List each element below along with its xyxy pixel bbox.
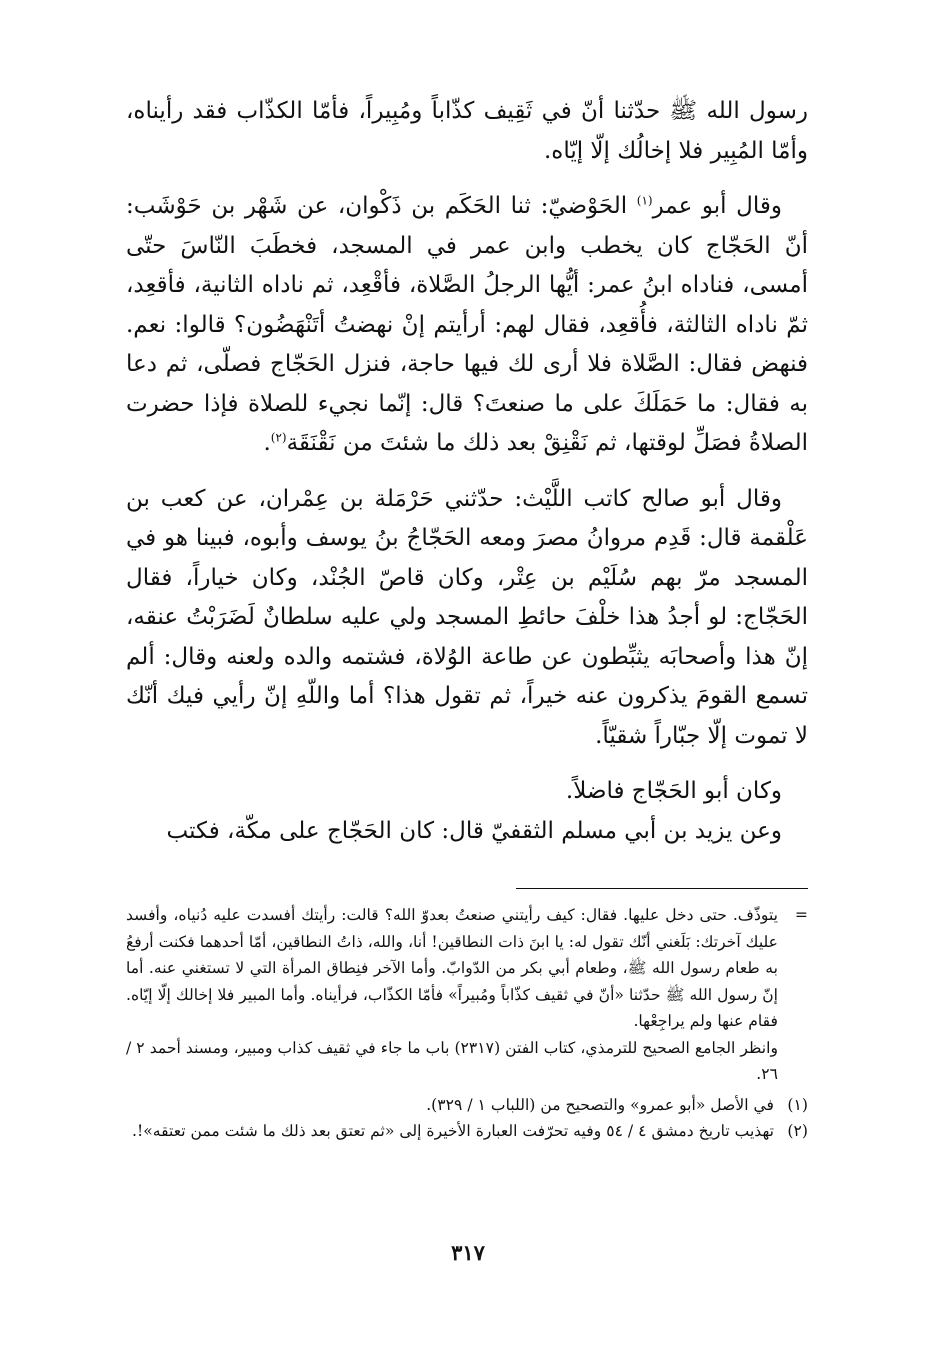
paragraph-5: وعن يزيد بن أبي مسلم الثقفيّ قال: كان الحَجّاج على مكّة، فكتب xyxy=(166,817,782,844)
footnote-1-text: في الأصل «أبو عمرو» والتصحيح من (اللباب ١ / ٣٢٩). xyxy=(426,1095,774,1114)
paragraph-2 xyxy=(126,187,808,464)
paragraph-2-end: . xyxy=(263,430,271,456)
footnote-continuation xyxy=(126,902,808,1035)
continuation-text: يتوذّف. حتى دخل عليها. فقال: كيف رأيتني صنعتُ بعدوّ الله؟ قالت: رأيتك أفسدت عليه دُنياه، وأفسد عليك آخرتك: بَلَغني أنّك تقول له: يا ابنَ ذات النطاقين! أنا، والله، ذاتُ النطاقين، أمّا أحدهما فكنت أرفعُ به طعام رسول الله ﷺ، وطعام أبي بكر من الدّوابّ. وأما الآخر فنِطاق المرأة التي لا تستغني عنه. أما إنّ رسول الله ﷺ حدّثنا «أنّ في ثقيف كذّاباً ومُبيراً» فأمّا الكذّاب، فرأيناه. وأما المبير فلا إخالك إلّا إيّاه. فقام عنها ولم يراجِعْها. xyxy=(126,906,778,1030)
footnote-1-number: (١) xyxy=(787,1095,808,1114)
main-text xyxy=(126,92,808,851)
footnote-ref-1: (١) xyxy=(636,193,653,208)
footnote-divider xyxy=(516,888,808,889)
page-number: ٣١٧ xyxy=(451,1240,485,1265)
footnote-2-text: تهذيب تاريخ دمشق ٤ / ٥٤ وفيه تحرّفت العبارة الأخيرة إلى «ثم تعتق بعد ذلك ما شئت ممن تعتقه»!. xyxy=(132,1122,774,1140)
footnote-2 xyxy=(126,1118,808,1145)
paragraph-2-body: الحَوْضيّ: ثنا الحَكَم بن ذَكْوان، عن شَهْر بن حَوْشَب: أنّ الحَجّاج كان يخطب وابن عمر في المسجد، فخطَبَ النّاسَ حتّى أمسى، فناداه ابنُ عمر: أيُّها الرجلُ الصَّلاة، فأقْعِد، ثم ناداه الثانية، فأقعِد، ثمّ ناداه الثالثة، فأُقعِد، فقال لهم: أرأيتم إنْ نهضتُ أتَنْهَضُون؟ قالوا: نعم. فنهض فقال: الصَّلاة فلا أرى لك فيها حاجة، فنزل الحَجّاج فصلّى، ثم دعا به فقال: ما حَمَلَكَ على ما صنعتَ؟ قال: إنّما نجيء للصلاة فإذا حضرت الصلاةُ فصَلِّ لوقتها، ثم نَقْنِقْ بعد ذلك ما شئتَ من نَقْنَقَة xyxy=(126,193,808,456)
footnote-1 xyxy=(126,1092,808,1119)
paragraph-4: وكان أبو الحَجّاج فاضلاً. xyxy=(565,778,782,804)
paragraph-2-start: وقال أبو عمر xyxy=(652,193,782,219)
footnote-see-also xyxy=(126,1035,808,1088)
footnote-ref-2: (٢) xyxy=(270,430,287,445)
paragraph-1: رسول الله ﷺ حدّثنا أنّ في ثَقِيف كذّاباً ومُبِيراً، فأمّا الكذّاب فقد رأيناه، وأمّا المُبِير فلا إخالُك إلّا إيّاه. xyxy=(126,98,808,164)
footnote-2-number: (٢) xyxy=(787,1122,808,1140)
continuation-mark: = xyxy=(794,906,808,924)
see-also-text: وانظر الجامع الصحيح للترمذي، كتاب الفتن (٢٣١٧) باب ما جاء في ثقيف كذاب ومبير، ومسند أحمد ٢ / ٢٦. xyxy=(126,1038,778,1083)
footnotes xyxy=(126,902,808,1145)
paragraph-3: وقال أبو صالح كاتب اللَّيْث: حدّثني حَرْمَلة بن عِمْران، عن كعب بن عَلْقمة قال: قَدِم مروانُ مصرَ ومعه الحَجّاجُ بنُ يوسف وأبوه، فبينا هو في المسجد مرّ بهم سُلَيْم بن عِتْر، وكان قاصّ الجُنْد، وكان خياراً، فقال الحَجّاج: لو أجدُ هذا خلْفَ حائطِ المسجد ولي عليه سلطانٌ لَضَرَبْتُ عنقه، إنّ هذا وأصحابَه يثبِّطون عن طاعة الوُلاة، فشتمه والده ولعنه وقال: ألم تسمع القومَ يذكرون عنه خيراً، ثم تقول هذا؟ أما واللّهِ إنّ رأيي فيك أنّك لا تموت إلّا جبّاراً شقيّاً. xyxy=(126,485,808,749)
